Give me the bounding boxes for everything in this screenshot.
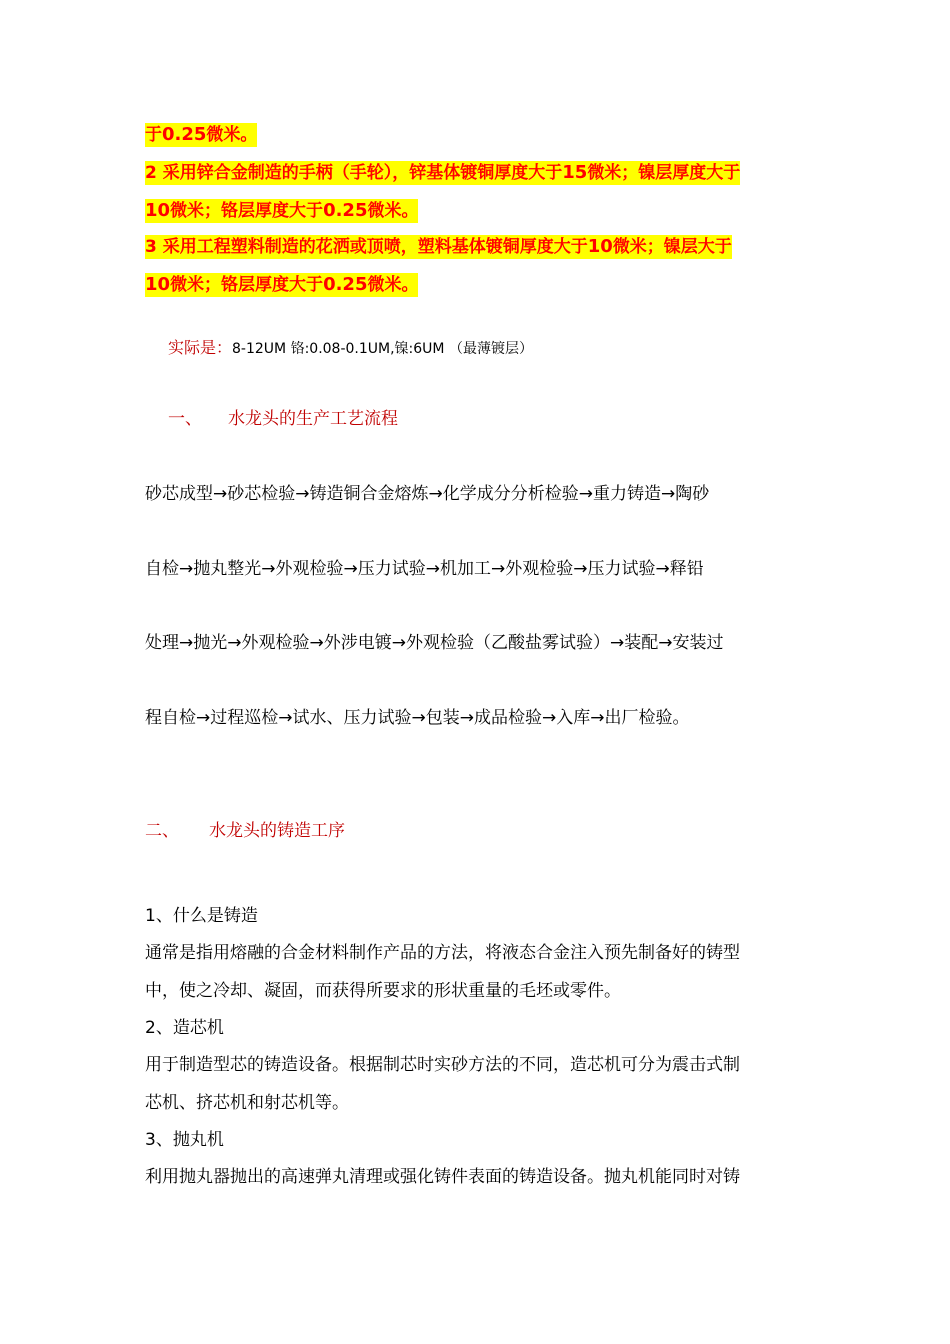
section-1-title: 水龙头的生产工艺流程 bbox=[228, 409, 398, 429]
paragraph-line: 中，使之冷却、凝固，而获得所要求的形状重量的毛坯或零件。 bbox=[145, 981, 621, 1001]
section-1-number: 一、 bbox=[168, 409, 202, 429]
section-2-number: 二、 bbox=[145, 821, 179, 841]
actual-text: 8-12UM 铬:0.08-0.1UM,镍:6UM （最薄镀层） bbox=[232, 341, 533, 357]
highlight-line-2 bbox=[145, 162, 740, 184]
highlight-text: 10微米；铬层厚度大于0.25微米。 bbox=[145, 274, 419, 295]
section-2-heading bbox=[145, 816, 345, 841]
subheading: 1、什么是铸造 bbox=[145, 906, 258, 926]
highlight-line-1 bbox=[145, 124, 257, 146]
section-1-heading bbox=[168, 404, 398, 429]
highlight-text: 3 采用工程塑料制造的花洒或顶喷，塑料基体镀铜厚度大于10微米；镍层大于 bbox=[145, 236, 732, 257]
flow-line: 砂芯成型→砂芯检验→铸造铜合金熔炼→化学成分分析检验→重力铸造→陶砂 bbox=[145, 484, 710, 504]
flow-line: 处理→抛光→外观检验→外涉电镀→外观检验（乙酸盐雾试验）→装配→安装过 bbox=[145, 633, 724, 653]
highlight-text: 10微米；铬层厚度大于0.25微米。 bbox=[145, 200, 419, 221]
flow-line: 程自检→过程巡检→试水、压力试验→包装→成品检验→入库→出厂检验。 bbox=[145, 708, 690, 728]
subheading: 2、造芯机 bbox=[145, 1018, 224, 1038]
highlight-text: 2 采用锌合金制造的手柄（手轮），锌基体镀铜厚度大于15微米；镍层厚度大于 bbox=[145, 162, 741, 183]
paragraph-line: 利用抛丸器抛出的高速弹丸清理或强化铸件表面的铸造设备。抛丸机能同时对铸 bbox=[145, 1167, 740, 1187]
highlight-line-3 bbox=[145, 200, 418, 222]
paragraph-line: 芯机、挤芯机和射芯机等。 bbox=[145, 1093, 349, 1113]
flow-line: 自检→抛丸整光→外观检验→压力试验→机加工→外观检验→压力试验→释铅 bbox=[145, 559, 704, 579]
section-2-title: 水龙头的铸造工序 bbox=[209, 821, 345, 841]
paragraph-line: 通常是指用熔融的合金材料制作产品的方法，将液态合金注入预先制备好的铸型 bbox=[145, 943, 740, 963]
highlight-line-4 bbox=[145, 236, 732, 258]
actual-label: 实际是： bbox=[168, 338, 233, 357]
actual-note bbox=[168, 335, 533, 358]
paragraph-line: 用于制造型芯的铸造设备。根据制芯时实砂方法的不同，造芯机可分为震击式制 bbox=[145, 1055, 740, 1075]
highlight-line-5 bbox=[145, 274, 418, 296]
subheading: 3、抛丸机 bbox=[145, 1130, 224, 1150]
highlight-text: 于0.25微米。 bbox=[145, 124, 258, 145]
